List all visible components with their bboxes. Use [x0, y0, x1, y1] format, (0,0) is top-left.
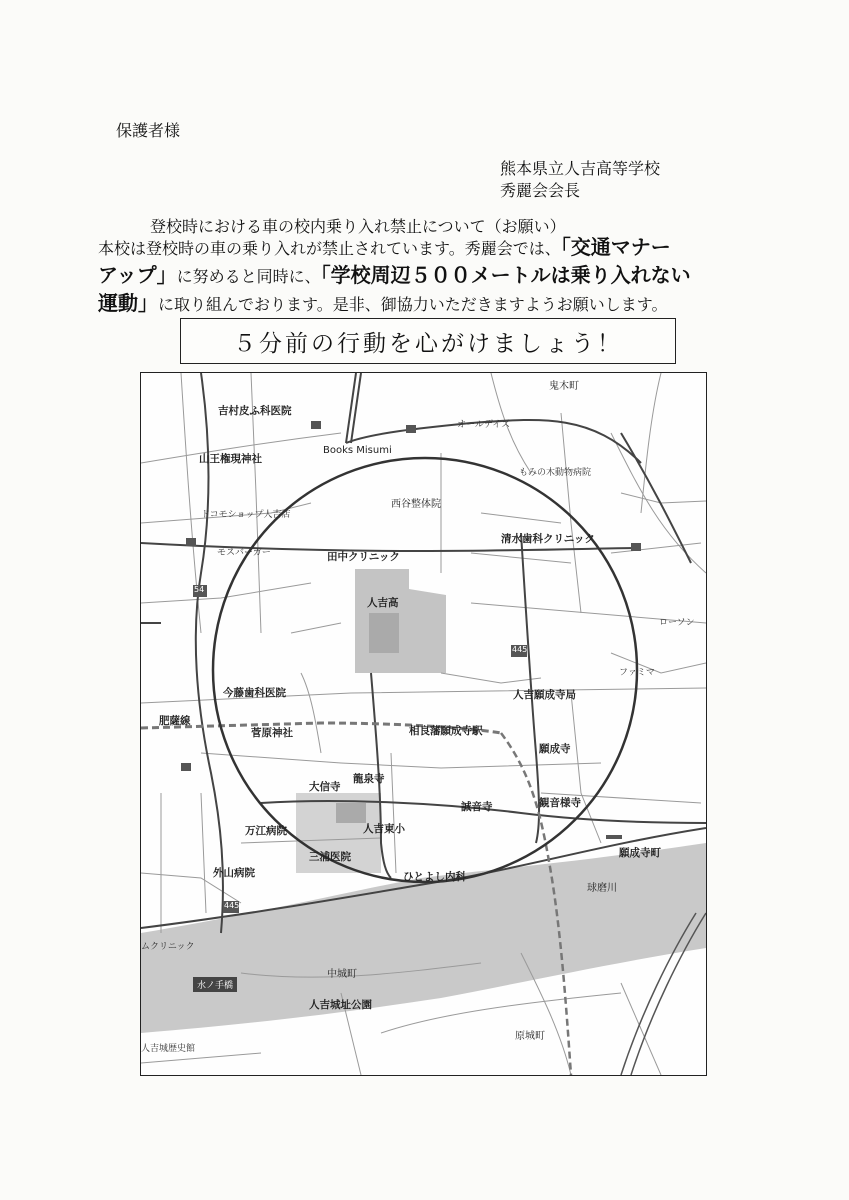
map-label-yoshimura: 吉村皮ふ科医院 [218, 405, 292, 417]
map-label-castle: 人吉城址公園 [309, 999, 372, 1011]
addressee: 保護者様 [116, 121, 181, 140]
map-label-daishinji: 大信寺 [309, 781, 341, 793]
map-label-route54: 54 [194, 585, 205, 594]
map-label-hitoyoshi-clinic: ひとよし内科 [403, 871, 466, 883]
map-label-ryusenji: 龍泉寺 [353, 773, 385, 785]
body-text: に取り組んでおります。是非、御協力いただきますようお願いします。 [158, 295, 668, 314]
map-label-sotoyama: 外山病院 [213, 867, 255, 879]
document-title: 登校時における車の校内乗り入れ禁止について（お願い） [150, 217, 566, 236]
map-label-shimizu: 清水歯科クリニック [501, 533, 595, 545]
map-label-miura: 三浦医院 [309, 851, 351, 863]
map-label-kannon: 観音様寺 [539, 797, 581, 809]
sender-school: 熊本県立人吉高等学校 [500, 159, 661, 178]
map-label-hisatsu: 肥薩線 [159, 715, 191, 727]
body-text: 本校は登校時の車の乗り入れが禁止されています。秀麗会では、 [98, 239, 561, 258]
body-paragraph [98, 232, 778, 318]
map-label-books: Books Misumi [323, 445, 392, 456]
map-label-docomo: ドコモショップ人吉店 [201, 510, 291, 520]
map-label-sanno: 山王権現神社 [199, 453, 262, 465]
sender-title: 秀麗会会長 [500, 181, 581, 200]
map-label-onikimachi: 鬼木町 [549, 381, 579, 392]
map-label-tanaka: 田中クリニック [327, 551, 400, 563]
map-label-museum: 人吉城歴史館 [141, 1044, 196, 1054]
map-label-momi: もみの木動物病院 [519, 468, 592, 478]
map-label-hara: 原城町 [515, 1031, 545, 1042]
map-label-manko: 万江病院 [245, 825, 287, 837]
map-label-route445-a: 445 [512, 645, 528, 654]
map-label-naka: 中城町 [327, 969, 357, 980]
map-label-kinote: 水ノ手橋 [193, 977, 237, 992]
slogan-text: ５分前の行動を心がけましょう！ [233, 330, 623, 357]
map-label-hitoyoshi-high: 人吉高 [367, 597, 399, 609]
map-label-higashi: 人吉東小 [363, 823, 405, 835]
map-label-sugawara: 菅原神社 [251, 727, 293, 739]
slogan-box [180, 318, 676, 364]
map-label-imafuji: 今藤歯科医院 [223, 687, 286, 699]
map-label-post: 人吉願成寺局 [513, 689, 576, 701]
body-text: に努めると同時に、 [176, 267, 321, 286]
map-label-clinic-left: ムクリニック [141, 942, 195, 952]
map-label-route445-b: 445 [224, 901, 240, 910]
map-label-mos: モスバーガー [217, 548, 271, 558]
map-label-family: ファミマ [619, 668, 655, 678]
sender-block [500, 158, 660, 202]
body-emphasis: 「交通マナー [560, 235, 671, 259]
body-emphasis: 運動」 [98, 291, 158, 315]
area-map [140, 372, 707, 1076]
map-label-ganjojimachi: 願成寺町 [619, 847, 661, 859]
map-label-ganjoji: 願成寺 [539, 743, 571, 755]
body-emphasis: 「学校周辺５００メートルは乗り入れない [320, 263, 691, 287]
school-area [355, 569, 446, 673]
map-label-kumagawa: 球磨川 [587, 883, 617, 894]
map-label-lawson: ローソン [659, 618, 695, 628]
map-label-nishitani: 西谷整体院 [391, 499, 441, 510]
map-label-shoonji: 誠音寺 [461, 801, 493, 813]
map-label-station: 相良藩願成寺駅 [409, 725, 483, 737]
map-label-alldays: オールデイズ [457, 420, 511, 430]
body-emphasis: アップ」 [98, 263, 177, 287]
